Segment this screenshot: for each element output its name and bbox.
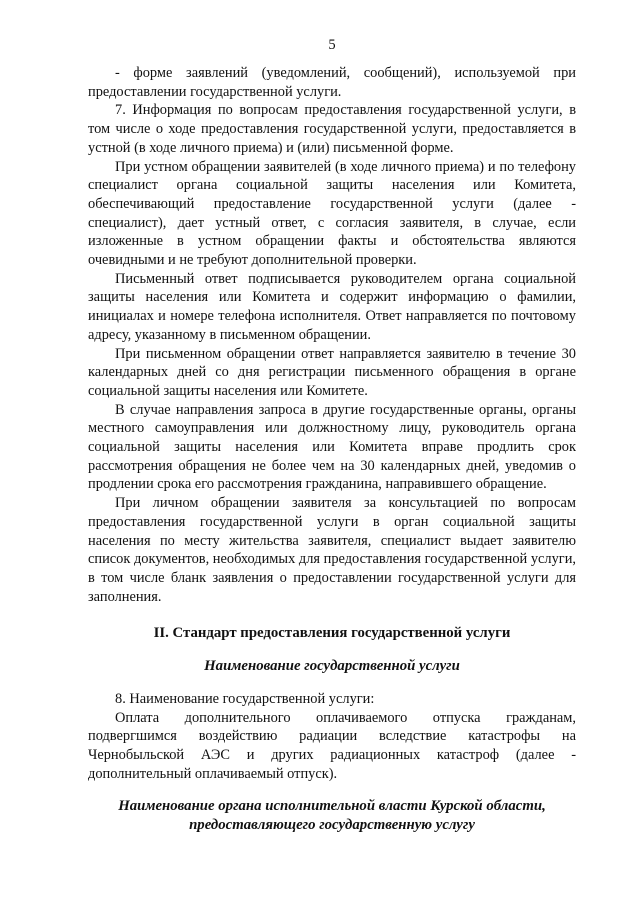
page-number: 5 (328, 37, 336, 53)
paragraph-written-inquiry-deadline: При письменном обращении ответ направляется заявителю в течение 30 календарных дней со дня регистрации письменного обращения в органе социальной защиты населения или Комитете. (88, 345, 576, 399)
paragraph-item-7: 7. Информация по вопросам предоставления государственной услуги, в том числе о ходе предоставления государственной услуги, предоставляется в устной (в ходе личного приема) и (или) письменной форме. (88, 102, 576, 156)
paragraph-written-reply: Письменный ответ подписывается руководителем органа социальной защиты населения или Комитета и содержит информацию о фамилии, инициалах и номере телефона исполнителя. Ответ направляется по почтовому адресу, указанному в письменном обращении. (88, 270, 576, 343)
paragraph-oral-inquiry: При устном обращении заявителей (в ходе личного приема) и по телефону специалист органа социальной защиты населения или Комитета, обеспечивающий предоставление государственной услуги (далее - специалист), дает устный ответ, с согласия заявителя, в случае, если изложенные в устном обращении факты и обстоятельства являются очевидными и не требуют дополнительной проверки. (88, 158, 576, 269)
subheading-authority-line1: Наименование органа исполнительной власти Курской области, (118, 798, 546, 814)
paragraph-extension: В случае направления запроса в другие государственные органы, органы местного самоуправления или должностному лицу, руководитель органа социальной защиты населения или Комитета вправе продлить срок рассмотрения обращения не более чем на 30 календарных дней, уведомив о продлении срока его рассмотрения гражданина, направившего обращение. (88, 401, 576, 493)
paragraph-form-of-applications: - форме заявлений (уведомлений, сообщений), используемой при предоставлении государственной услуги. (88, 65, 576, 100)
subheading-service-name: Наименование государственной услуги (204, 658, 460, 674)
subheading-authority-line2: предоставляющего государственную услугу (189, 817, 475, 833)
item-8-text: Оплата дополнительного оплачиваемого отпуска гражданам, подвергшимся воздействию радиации вследствие катастрофы на Чернобыльской АЭС и других радиационных катастроф (далее - дополнительный оплачиваемый отпуск). (88, 709, 576, 782)
item-8-block (88, 690, 576, 784)
document-body (88, 64, 576, 606)
section-heading: II. Стандарт предоставления государственной услуги (153, 625, 511, 641)
item-8-title: 8. Наименование государственной услуги: (115, 691, 375, 707)
paragraph-personal-consultation: При личном обращении заявителя за консультацией по вопросам предоставления государственной услуги в орган социальной защиты населения по месту жительства заявителя, специалист выдает заявителю список документов, необходимых для предоставления государственной услуги, в том числе бланк заявления о предоставлении государственной услуги для заполнения. (88, 495, 576, 605)
